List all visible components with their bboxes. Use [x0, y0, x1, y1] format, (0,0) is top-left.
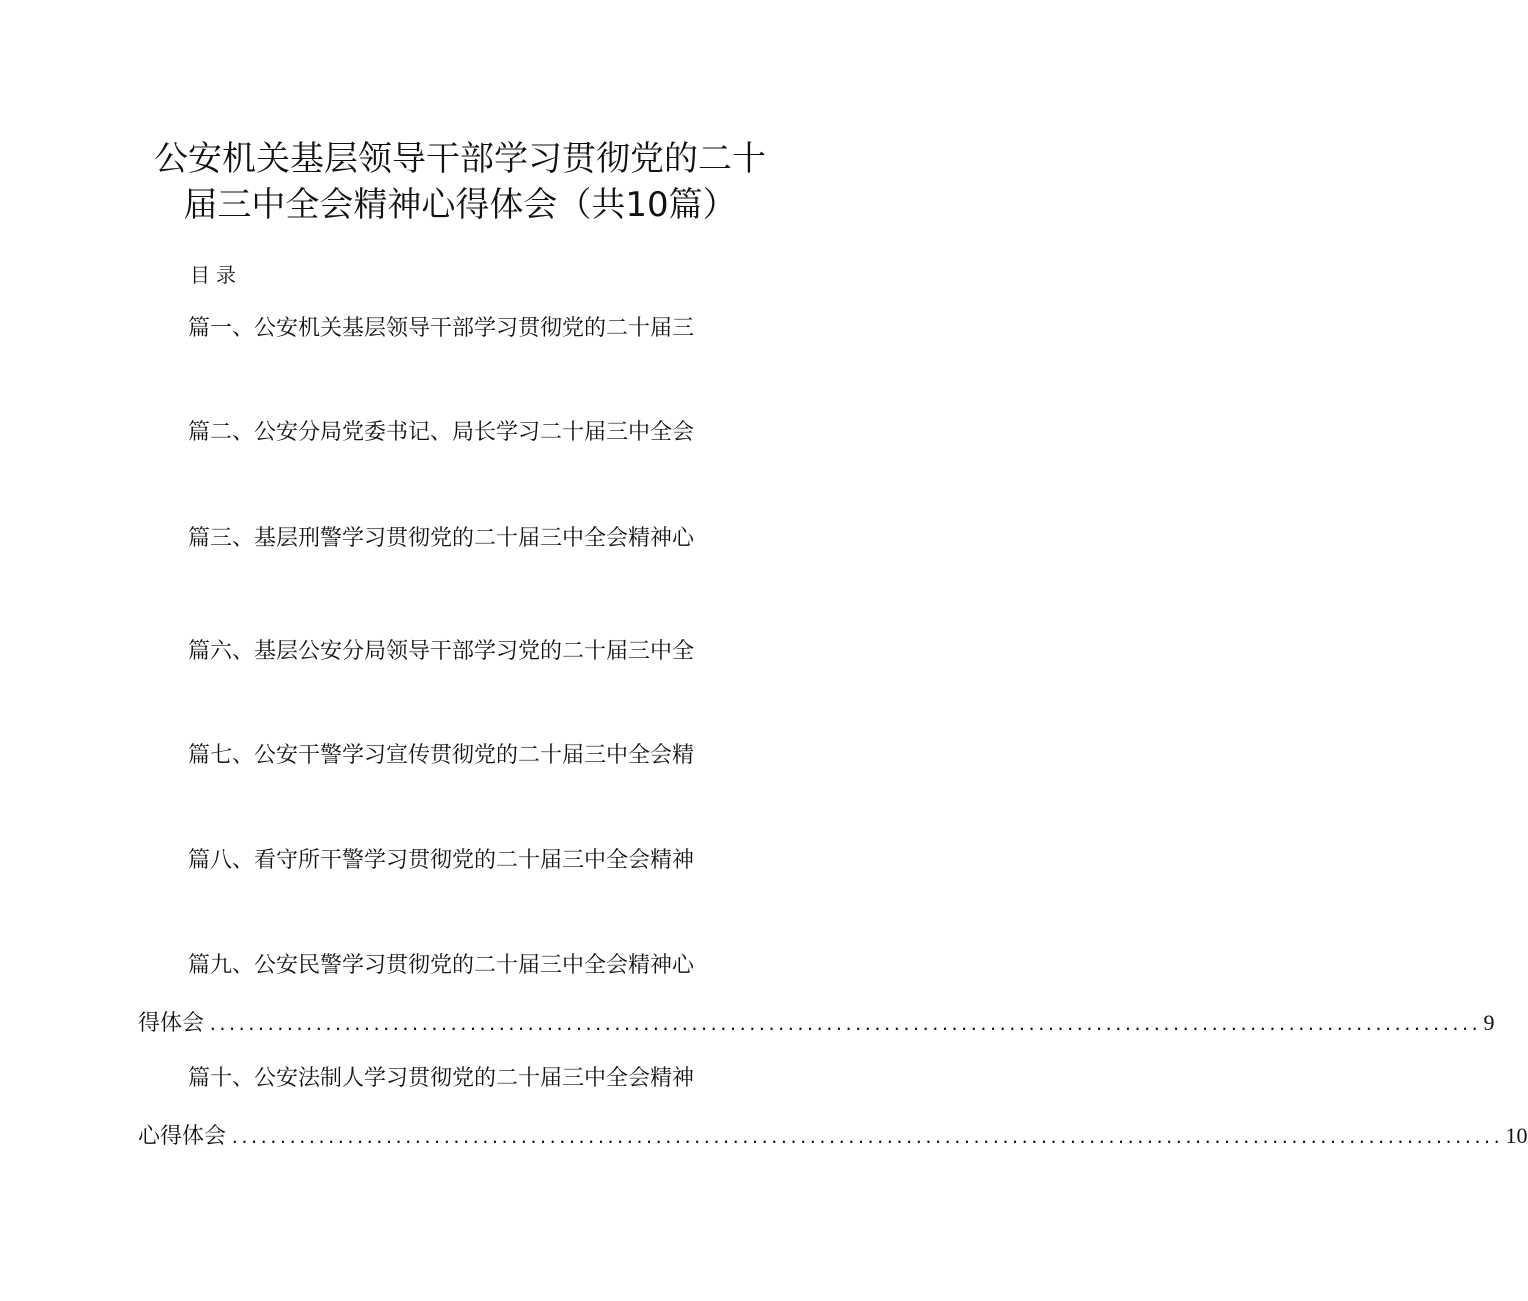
toc-entry-6[interactable]: 篇六、基层公安分局领导干部学习党的二十届三中全: [188, 639, 695, 664]
toc-entry-3[interactable]: 篇三、基层刑警学习贯彻党的二十届三中全会精神心: [188, 526, 695, 551]
toc-entry-9-continuation-text: 得体会: [138, 1011, 205, 1036]
toc-entry-2[interactable]: 篇二、公安分局党委书记、局长学习二十届三中全会: [188, 420, 695, 445]
toc-entry-8[interactable]: 篇八、看守所干警学习贯彻党的二十届三中全会精神: [188, 848, 695, 873]
toc-entry-7[interactable]: 篇七、公安干警学习宣传贯彻党的二十届三中全会精: [188, 743, 695, 768]
toc-entry-10-continuation[interactable]: [138, 1121, 1528, 1153]
toc-entry-1[interactable]: 篇一、公安机关基层领导干部学习贯彻党的二十届三: [188, 316, 695, 341]
toc-entry-9-continuation[interactable]: [138, 1008, 1495, 1040]
dot-leader: ....................................................................................................................................: [208, 1015, 1480, 1034]
toc-heading: 目录: [190, 263, 242, 287]
document-title-line-1: 公安机关基层领导干部学习贯彻党的二十: [154, 139, 766, 179]
toc-entry-9[interactable]: 篇九、公安民警学习贯彻党的二十届三中全会精神心: [188, 953, 695, 978]
toc-entry-9-page-number: 9: [1483, 1010, 1495, 1035]
dot-leader: ....................................................................................................................................: [230, 1128, 1502, 1147]
toc-entry-10[interactable]: 篇十、公安法制人学习贯彻党的二十届三中全会精神: [188, 1066, 695, 1091]
toc-entry-10-page-number: 10: [1505, 1123, 1528, 1148]
document-title-line-2: 届三中全会精神心得体会（共10篇）: [183, 185, 737, 225]
toc-entry-10-continuation-text: 心得体会: [138, 1124, 227, 1149]
